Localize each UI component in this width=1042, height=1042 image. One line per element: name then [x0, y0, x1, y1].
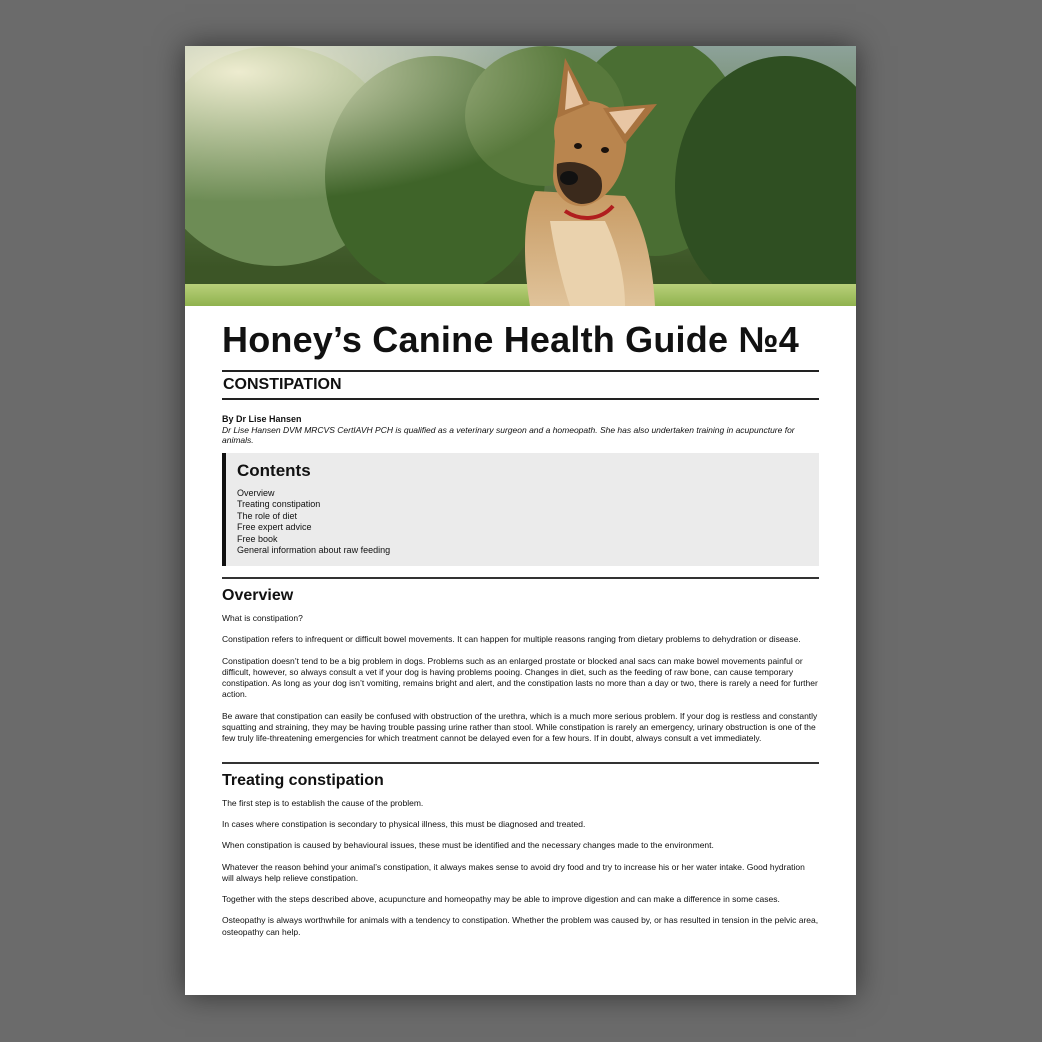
- paragraph: Osteopathy is always worthwhile for animals with a tendency to constipation. Whether the problem was caused by, or has resulted in tension in the pelvic area, osteopathy can help.: [222, 915, 819, 937]
- contents-item-overview[interactable]: Overview: [237, 488, 275, 498]
- dog-photo-illustration: [185, 46, 856, 306]
- contents-item-diet[interactable]: The role of diet: [237, 510, 298, 521]
- paragraph: Constipation doesn’t tend to be a big problem in dogs. Problems such as an enlarged prostate or blocked anal sacs can make bowel movements painful or difficult, however, so always consult a vet if your dog is having problems pooing. Changes in diet, such as the feeding of raw bone, can cause temporary constipation. As long as your dog isn’t vomiting, remains bright and alert, and the constipation lasts no more than a day or two, there is rarely a need for further action.: [222, 655, 818, 700]
- treating-heading: Treating constipation: [222, 771, 384, 789]
- section-divider: [222, 577, 819, 579]
- page-title: Honey’s Canine Health Guide №4: [222, 319, 799, 360]
- treating-section: [222, 772, 819, 938]
- paragraph: The first step is to establish the cause of the problem.: [222, 797, 424, 808]
- paragraph: When constipation is caused by behavioural issues, these must be identified and the necessary changes made to the environment.: [222, 840, 714, 851]
- author-bio: Dr Lise Hansen DVM MRCVS CertIAVH PCH is qualified as a veterinary surgeon and a homeopath. She has also undertaken training in acupuncture for animals.: [222, 425, 795, 445]
- contents-item-book[interactable]: Free book: [237, 533, 278, 544]
- contents-item-treating[interactable]: Treating constipation: [237, 499, 321, 510]
- contents-item-advice[interactable]: Free expert advice: [237, 522, 312, 533]
- overview-heading: Overview: [222, 587, 294, 604]
- contents-item-raw-feeding[interactable]: General information about raw feeding: [237, 545, 391, 556]
- overview-section: [222, 587, 819, 745]
- author-byline: By Dr Lise Hansen: [222, 414, 302, 424]
- paragraph: In cases where constipation is secondary to physical illness, this must be diagnosed and treated.: [222, 818, 586, 829]
- paragraph: Whatever the reason behind your animal’s constipation, it always makes sense to avoid dry food and try to increase his or her water intake. Good hydration will always help relieve constipation.: [222, 861, 805, 883]
- dog-photo: [185, 46, 856, 306]
- paragraph: Together with the steps described above, acupuncture and homeopathy may be able to improve digestion and can make a difference in some cases.: [222, 894, 780, 905]
- paragraph: Be aware that constipation can easily be confused with obstruction of the urethra, which is a much more serious problem. If your dog is restless and constantly squatting and straining, they may be having trouble passing urine rather than stool. While constipation is rarely an emergency, urinary obstruction is one of the few truly life-threatening emergencies for which treatment cannot be delayed even for a few hours. If in doubt, always consult a vet immediately.: [222, 710, 818, 744]
- section-divider: [222, 762, 819, 764]
- document-page: [185, 46, 856, 995]
- page-subtitle: CONSTIPATION: [223, 376, 342, 393]
- paragraph: What is constipation?: [222, 613, 303, 623]
- contents-heading: Contents: [237, 461, 311, 480]
- paragraph: Constipation refers to infrequent or difficult bowel movements. It can happen for multiple reasons ranging from dietary problems to dehydration or disease.: [222, 634, 801, 645]
- document-content: [222, 306, 819, 948]
- contents-box: [222, 453, 819, 566]
- contents-list: [237, 488, 819, 556]
- subtitle-bar: [222, 370, 819, 400]
